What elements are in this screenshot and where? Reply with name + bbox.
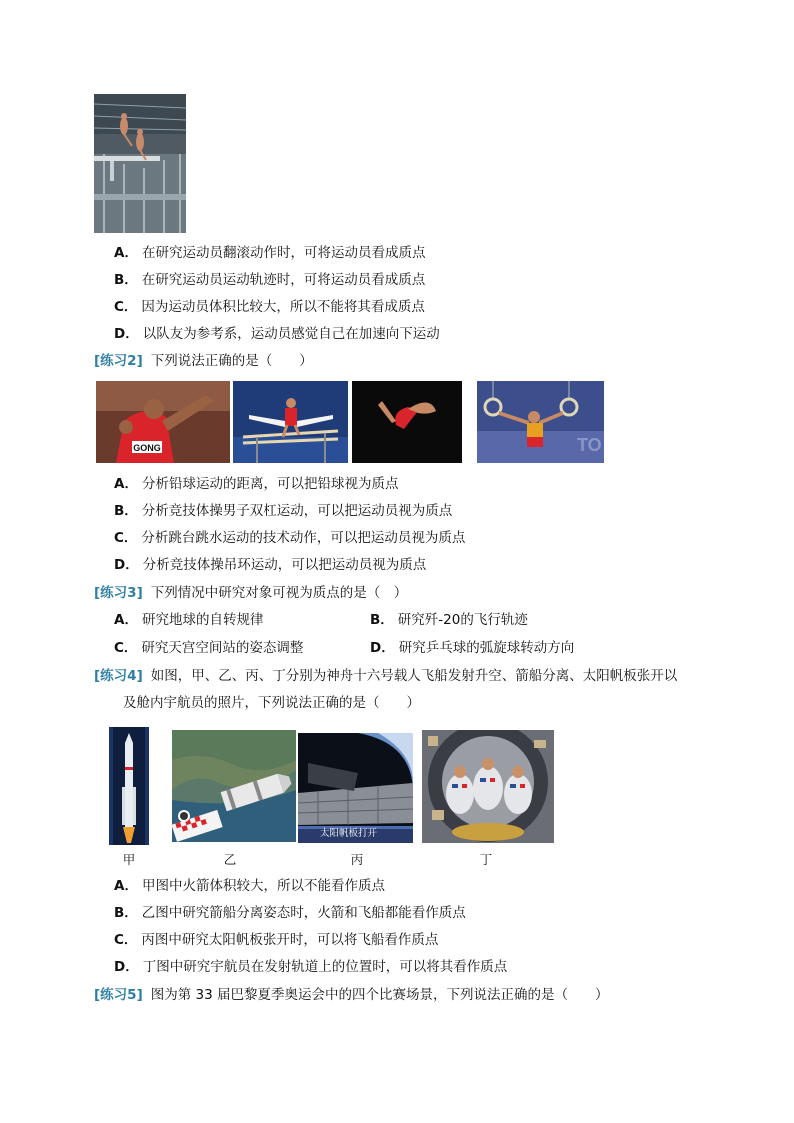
q3-option-a: [114, 611, 263, 629]
q4-option-d: [114, 958, 507, 976]
q2-option-b: [114, 502, 452, 520]
q1-option-b: [114, 271, 425, 289]
figure-caption-jia: 甲: [122, 852, 136, 867]
q1-option-a: [114, 244, 425, 262]
option-letter: D．: [114, 959, 139, 975]
option-letter: C．: [114, 530, 138, 546]
option-letter: B．: [114, 905, 138, 921]
q4-stem-continued: 及舱内宇航员的照片，下列说法正确的是（ ）: [123, 695, 420, 711]
option-text: 在研究运动员翻滚动作时，可将运动员看成质点: [141, 245, 426, 261]
q4-option-c: [114, 931, 438, 949]
q1-option-d: [114, 325, 440, 343]
question-text: 如图，甲、乙、丙、丁分别为神舟十六号载人飞船发射升空、箭船分离、太阳帆板张开以: [150, 668, 678, 684]
question-text: 图为第 33 届巴黎夏季奥运会中的四个比赛场景，下列说法正确的是（ ）: [150, 987, 609, 1003]
question-tag: [练习4]: [94, 668, 143, 684]
shot-put-photo: [96, 381, 230, 463]
question-tag: [练习3]: [94, 585, 143, 601]
option-letter: D．: [114, 326, 139, 342]
option-letter: C．: [114, 299, 138, 315]
solar-panel-caption: 太阳帆板打开: [320, 828, 378, 839]
option-text: 在研究运动员运动轨迹时，可将运动员看成质点: [141, 272, 426, 288]
option-text: 分析跳台跳水运动的技术动作，可以把运动员视为质点: [141, 530, 466, 546]
option-text: 研究歼-20的飞行轨迹: [397, 612, 528, 628]
option-text: 分析铅球运动的距离，可以把铅球视为质点: [141, 476, 399, 492]
rings-photo: [477, 381, 604, 463]
option-letter: D．: [370, 640, 395, 656]
option-text: 分析竞技体操男子双杠运动，可以把运动员视为质点: [141, 503, 453, 519]
option-text: 研究地球的自转规律: [141, 612, 264, 628]
q3-option-b: [370, 611, 528, 629]
option-text: 因为运动员体积比较大，所以不能将其看成质点: [141, 299, 425, 315]
q5-stem: [94, 986, 609, 1004]
figure-caption-ding: 丁: [479, 852, 493, 867]
option-letter: B．: [114, 272, 138, 288]
parallel-bars-photo: [233, 381, 348, 463]
q2-stem: [94, 352, 313, 370]
option-letter: D．: [114, 557, 139, 573]
athlete-bib-label: GONG: [133, 443, 161, 453]
figure-caption-yi: 乙: [223, 852, 237, 867]
q2-option-c: [114, 529, 465, 547]
option-text: 乙图中研究箭船分离姿态时，火箭和飞船都能看作质点: [141, 905, 466, 921]
q3-option-d: [370, 639, 574, 657]
q2-option-d: [114, 556, 426, 574]
option-text: 研究天宫空间站的姿态调整: [141, 640, 304, 656]
option-letter: A．: [114, 878, 138, 894]
option-letter: C．: [114, 640, 138, 656]
q1-option-c: [114, 298, 425, 316]
rocket-launch-photo: [109, 727, 149, 845]
option-text: 丙图中研究太阳帆板张开时，可以将飞船看作质点: [141, 932, 439, 948]
q2-option-a: [114, 475, 398, 493]
q3-option-c: [114, 639, 303, 657]
option-letter: A．: [114, 612, 138, 628]
option-text: 研究乒乓球的弧旋球转动方向: [398, 640, 575, 656]
astronauts-cabin-photo: [422, 730, 554, 843]
solar-panel-photo: [298, 733, 413, 843]
q4-stem: [94, 667, 677, 685]
question-tag: [练习2]: [94, 353, 143, 369]
option-text: 丁图中研究宇航员在发射轨道上的位置时，可以将其看作质点: [142, 959, 508, 975]
question-tag: [练习5]: [94, 987, 143, 1003]
synchronized-diving-photo: [94, 94, 186, 233]
option-letter: A．: [114, 476, 138, 492]
option-letter: B．: [114, 503, 138, 519]
option-text: 以队友为参考系，运动员感觉自己在加速向下运动: [142, 326, 440, 342]
rocket-separation-photo: [172, 730, 296, 842]
option-letter: A．: [114, 245, 138, 261]
q3-stem: [94, 584, 407, 602]
platform-diving-photo: [352, 381, 462, 463]
option-text: 甲图中火箭体积较大，所以不能看作质点: [141, 878, 385, 894]
option-letter: B．: [370, 612, 394, 628]
question-text: 下列说法正确的是（ ）: [150, 353, 313, 369]
q4-option-b: [114, 904, 466, 922]
question-text: 下列情况中研究对象可视为质点的是（ ）: [150, 585, 408, 601]
svg-text:TO: TO: [577, 435, 602, 455]
option-text: 分析竞技体操吊环运动，可以把运动员视为质点: [142, 557, 427, 573]
q4-option-a: [114, 877, 385, 895]
option-letter: C．: [114, 932, 138, 948]
figure-caption-bing: 丙: [350, 852, 364, 867]
